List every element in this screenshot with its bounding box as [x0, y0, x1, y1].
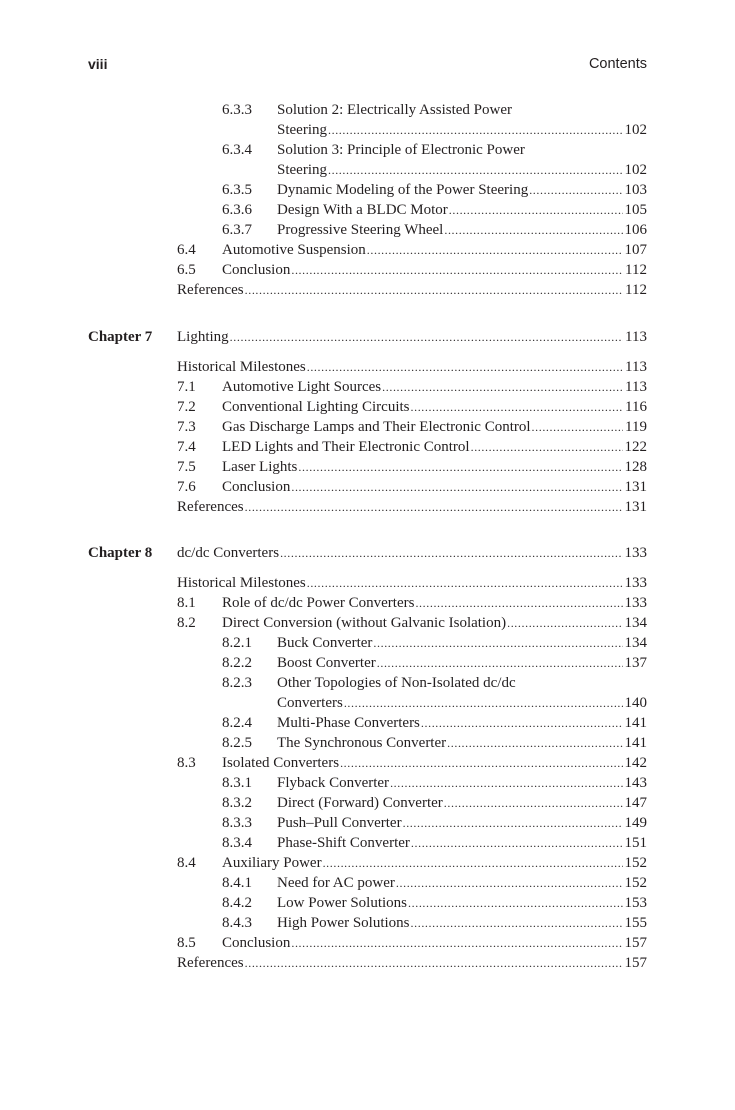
toc-entry-page: 157	[624, 955, 647, 971]
toc-entry-title: Gas Discharge Lamps and Their Electronic Control	[222, 419, 531, 435]
dot-leader	[529, 180, 622, 200]
toc-entry[interactable]	[177, 357, 647, 377]
toc-entry-page: 152	[624, 875, 647, 891]
toc-entry-title: Other Topologies of Non-Isolated dc/dc	[277, 675, 516, 691]
toc-entry-number: 6.3.3	[222, 102, 252, 118]
dot-leader	[307, 357, 623, 377]
toc-entry-title: LED Lights and Their Electronic Control	[222, 439, 470, 455]
dot-leader	[344, 693, 623, 713]
toc-entry-number: 8.3	[177, 755, 196, 771]
toc-entry-title: Auxiliary Power	[222, 855, 322, 871]
toc-entry[interactable]	[177, 260, 647, 280]
toc-entry-title: Direct Conversion (without Galvanic Isolation)	[222, 615, 507, 631]
toc-entry-number: 6.4	[177, 242, 196, 258]
dot-leader	[408, 893, 622, 913]
toc-entry-page: 149	[624, 815, 647, 831]
toc-entry-title: Laser Lights	[222, 459, 298, 475]
toc-entry-title: Historical Milestones	[177, 359, 306, 375]
toc-entry[interactable]	[222, 913, 647, 933]
toc-entry-title: Low Power Solutions	[277, 895, 408, 911]
toc-entry-title: Progressive Steering Wheel	[277, 222, 444, 238]
toc-entry[interactable]	[222, 140, 647, 160]
toc-entry[interactable]	[222, 733, 647, 753]
dot-leader	[444, 220, 622, 240]
toc-entry-number: 6.3.7	[222, 222, 252, 238]
toc-entry-title: Push–Pull Converter	[277, 815, 402, 831]
chapter-title-entry[interactable]	[177, 327, 647, 347]
chapter-label: Chapter 7	[88, 329, 153, 345]
toc-entry[interactable]	[222, 633, 647, 653]
toc-entry-page: 112	[625, 262, 647, 278]
dot-leader	[291, 933, 622, 953]
running-head: Contents	[588, 56, 647, 72]
dot-leader	[298, 457, 622, 477]
toc-entry-number: 7.2	[177, 399, 196, 415]
toc-entry-title: Buck Converter	[277, 635, 373, 651]
dot-leader	[382, 377, 623, 397]
dot-leader	[307, 573, 623, 593]
toc-entry-title: Direct (Forward) Converter	[277, 795, 443, 811]
toc-entry[interactable]	[222, 873, 647, 893]
toc-entry-page: 119	[625, 419, 647, 435]
toc-entry-page: 157	[624, 935, 647, 951]
toc-entry-number: 8.2.4	[222, 715, 252, 731]
toc-entry[interactable]	[177, 437, 647, 457]
toc-entry-number: 6.3.5	[222, 182, 252, 198]
toc-entry-page: 113	[625, 359, 647, 375]
dot-leader	[230, 327, 623, 347]
toc-entry[interactable]	[222, 673, 647, 693]
dot-leader	[245, 280, 623, 300]
toc-entry[interactable]	[177, 240, 647, 260]
toc-entry[interactable]	[177, 417, 647, 437]
toc-entry-page: 153	[624, 895, 647, 911]
toc-entry-title: Conclusion	[222, 479, 291, 495]
toc-entry-number: 7.5	[177, 459, 196, 475]
toc-entry-number: 8.3.4	[222, 835, 252, 851]
toc-entry-title: dc/dc Converters	[177, 545, 280, 561]
toc-entry-title: Automotive Light Sources	[222, 379, 382, 395]
toc-entry[interactable]	[222, 773, 647, 793]
dot-leader	[447, 733, 622, 753]
toc-entry-number: 8.4	[177, 855, 196, 871]
toc-entry[interactable]	[177, 377, 647, 397]
dot-leader	[421, 713, 623, 733]
dot-leader	[328, 160, 623, 180]
toc-entry-title: Solution 2: Electrically Assisted Power	[277, 102, 512, 118]
dot-leader	[390, 773, 622, 793]
toc-entry-page: 131	[624, 479, 647, 495]
toc-entry-page: 102	[624, 122, 647, 138]
chapter-title-entry[interactable]	[177, 543, 647, 563]
toc-entry-page: 143	[624, 775, 647, 791]
toc-entry-title: Flyback Converter	[277, 775, 390, 791]
toc-entry-page: 142	[624, 755, 647, 771]
dot-leader	[367, 240, 623, 260]
toc-entry-page: 122	[624, 439, 647, 455]
dot-leader	[411, 913, 623, 933]
toc-entry[interactable]	[222, 200, 647, 220]
toc-entry-number: 8.3.1	[222, 775, 252, 791]
toc-entry-page: 133	[624, 595, 647, 611]
toc-entry-title: Design With a BLDC Motor	[277, 202, 448, 218]
toc-entry-number: 8.1	[177, 595, 196, 611]
toc-entry[interactable]	[222, 893, 647, 913]
toc-entry-page: 112	[625, 282, 647, 298]
page-number: viii	[88, 56, 108, 72]
toc-entry-page: 128	[624, 459, 647, 475]
toc-entry[interactable]	[277, 120, 647, 140]
toc-entry-page: 141	[624, 715, 647, 731]
toc-entry-number: 8.3.3	[222, 815, 252, 831]
toc-entry-page: 147	[624, 795, 647, 811]
toc-entry-page: 113	[625, 329, 647, 345]
toc-entry-page: 106	[624, 222, 647, 238]
toc-entry-page: 133	[624, 575, 647, 591]
toc-entry[interactable]	[222, 180, 647, 200]
toc-entry-number: 8.3.2	[222, 795, 252, 811]
toc-entry-number: 8.5	[177, 935, 196, 951]
toc-entry-title: Automotive Suspension	[222, 242, 366, 258]
toc-entry[interactable]	[177, 593, 647, 613]
toc-entry-page: 155	[624, 915, 647, 931]
toc-entry[interactable]	[222, 713, 647, 733]
toc-entry[interactable]	[177, 953, 647, 973]
dot-leader	[507, 613, 622, 633]
toc-entry-title: Historical Milestones	[177, 575, 306, 591]
toc-entry[interactable]	[222, 100, 647, 120]
toc-entry-number: 7.1	[177, 379, 196, 395]
toc-entry-page: 131	[624, 499, 647, 515]
toc-entry-number: 6.5	[177, 262, 196, 278]
toc-entry[interactable]	[177, 933, 647, 953]
toc-entry-number: 8.2	[177, 615, 196, 631]
toc-entry[interactable]	[277, 693, 647, 713]
toc-entry[interactable]	[177, 477, 647, 497]
toc-entry-number: 7.6	[177, 479, 196, 495]
dot-leader	[245, 497, 623, 517]
toc-entry-page: 133	[624, 545, 647, 561]
toc-entry-title: Steering	[277, 122, 327, 138]
toc-entry[interactable]	[177, 853, 647, 873]
toc-entry-number: 6.3.6	[222, 202, 252, 218]
toc-entry-title: Conclusion	[222, 935, 291, 951]
toc-entry[interactable]	[222, 793, 647, 813]
toc-entry[interactable]	[177, 457, 647, 477]
toc-entry[interactable]	[222, 813, 647, 833]
toc-entry[interactable]	[177, 613, 647, 633]
toc-entry-number: 6.3.4	[222, 142, 252, 158]
dot-leader	[532, 417, 624, 437]
toc-entry-title: Conclusion	[222, 262, 291, 278]
dot-leader	[328, 120, 623, 140]
dot-leader	[291, 260, 623, 280]
toc-entry-title: Steering	[277, 162, 327, 178]
toc-entry-title: Multi-Phase Converters	[277, 715, 420, 731]
toc-entry[interactable]	[177, 397, 647, 417]
toc-entry-title: Phase-Shift Converter	[277, 835, 410, 851]
toc-entry[interactable]	[222, 220, 647, 240]
toc-entry-number: 8.2.1	[222, 635, 252, 651]
toc-entry-number: 8.4.3	[222, 915, 252, 931]
toc-entry-title: Lighting	[177, 329, 229, 345]
toc-entry-page: 151	[624, 835, 647, 851]
toc-entry-title: Role of dc/dc Power Converters	[222, 595, 415, 611]
dot-leader	[373, 633, 622, 653]
dot-leader	[323, 853, 623, 873]
toc-entry-title: Solution 3: Principle of Electronic Power	[277, 142, 525, 158]
dot-leader	[377, 653, 623, 673]
toc-entry-title: High Power Solutions	[277, 915, 410, 931]
toc-entry-title: Need for AC power	[277, 875, 395, 891]
dot-leader	[280, 543, 622, 563]
toc-entry-number: 8.4.2	[222, 895, 252, 911]
dot-leader	[245, 953, 623, 973]
toc-entry-page: 113	[625, 379, 647, 395]
dot-leader	[444, 793, 623, 813]
toc-entry[interactable]	[222, 833, 647, 853]
toc-entry-page: 103	[624, 182, 647, 198]
toc-entry-page: 134	[624, 635, 647, 651]
toc-entry[interactable]	[177, 753, 647, 773]
toc-entry-page: 140	[624, 695, 647, 711]
toc-entry-title: References	[177, 955, 244, 971]
dot-leader	[449, 200, 623, 220]
toc-entry[interactable]	[222, 653, 647, 673]
toc-entry-title: References	[177, 499, 244, 515]
toc-entry-title: The Synchronous Converter	[277, 735, 447, 751]
toc-entry-page: 116	[625, 399, 647, 415]
dot-leader	[396, 873, 623, 893]
toc-entry-number: 8.4.1	[222, 875, 252, 891]
dot-leader	[340, 753, 622, 773]
dot-leader	[411, 397, 624, 417]
toc-entry[interactable]	[177, 280, 647, 300]
toc-entry-number: 7.3	[177, 419, 196, 435]
toc-entry-number: 7.4	[177, 439, 196, 455]
toc-entry-title: Isolated Converters	[222, 755, 340, 771]
toc-entry-page: 152	[624, 855, 647, 871]
toc-entry-page: 134	[624, 615, 647, 631]
toc-entry-number: 8.2.3	[222, 675, 252, 691]
toc-entry-title: Boost Converter	[277, 655, 376, 671]
chapter-label: Chapter 8	[88, 545, 153, 561]
toc-entry-page: 137	[624, 655, 647, 671]
dot-leader	[403, 813, 623, 833]
toc-entry-title: Converters	[277, 695, 343, 711]
toc-entry-title: Conventional Lighting Circuits	[222, 399, 410, 415]
dot-leader	[291, 477, 622, 497]
toc-entry-number: 8.2.5	[222, 735, 252, 751]
toc-entry[interactable]	[277, 160, 647, 180]
toc-entry-page: 107	[624, 242, 647, 258]
toc-entry-title: References	[177, 282, 244, 298]
toc-entry-number: 8.2.2	[222, 655, 252, 671]
toc-entry-page: 105	[624, 202, 647, 218]
toc-entry-page: 141	[624, 735, 647, 751]
dot-leader	[415, 593, 622, 613]
toc-entry-title: Dynamic Modeling of the Power Steering	[277, 182, 529, 198]
dot-leader	[411, 833, 623, 853]
toc-entry[interactable]	[177, 573, 647, 593]
toc-entry[interactable]	[177, 497, 647, 517]
dot-leader	[471, 437, 623, 457]
toc-entry-page: 102	[624, 162, 647, 178]
